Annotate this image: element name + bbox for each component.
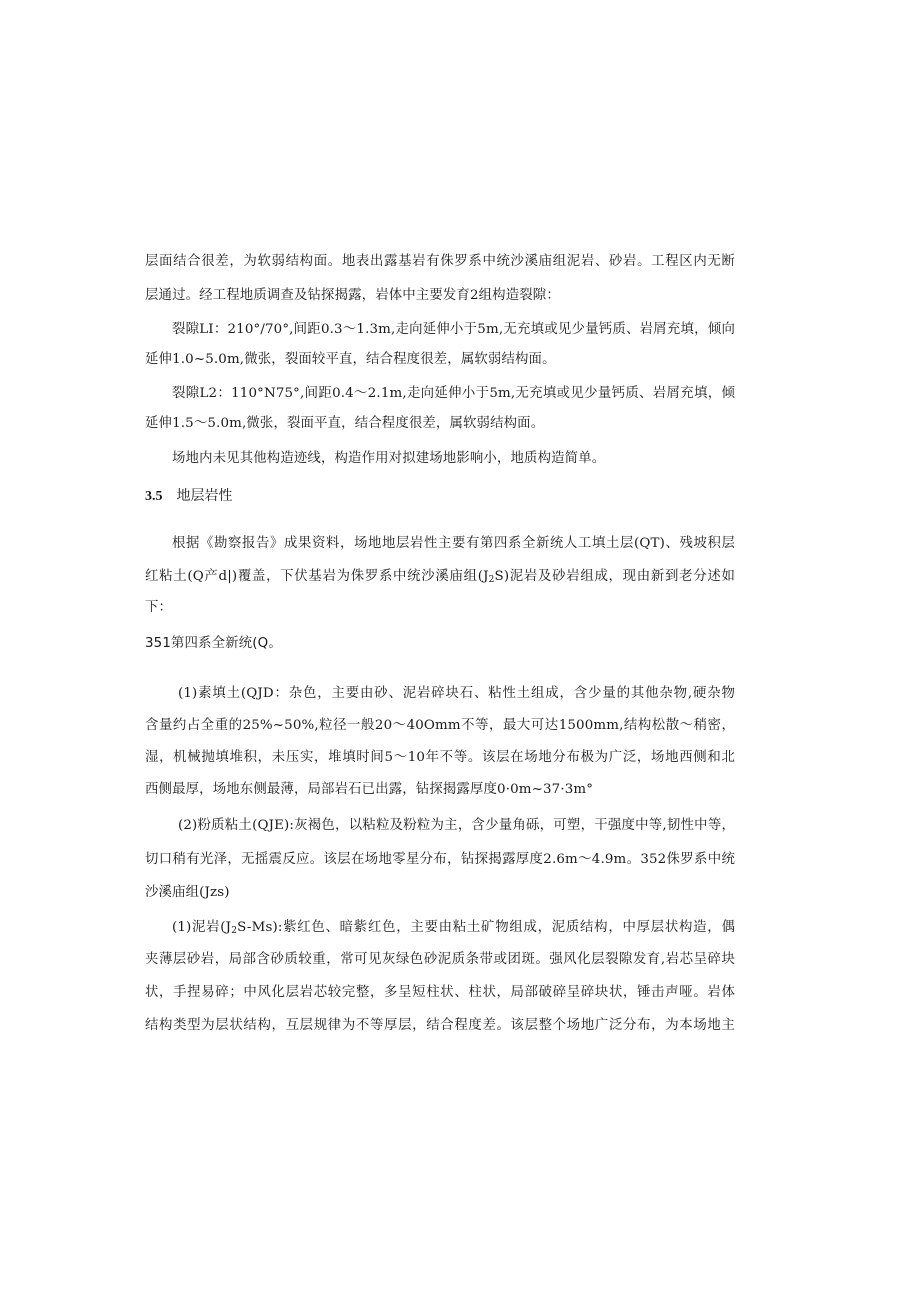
paragraph-line: 根据《勘察报告》成果资料，场地地层岩性主要有第四系全新统人工填土层(QT)、残坡积层 [172,536,735,551]
mudstone-line: 状，手捏易碎；中风化层岩芯较完整，多呈短柱状、柱状，局部破碎呈碎块状，锤击声哑。岩体 [145,985,735,1000]
subscript: 2 [231,926,238,936]
silty-clay-line: 沙溪庙组(Jzs) [145,885,230,900]
text-span: (1)泥岩(J [172,920,232,935]
paragraph-line [145,567,735,587]
mudstone-line: 夹薄层砂岩，局部含砂质较重，常可见灰绿色砂泥质条带或团斑。强风化层裂隙发育,岩芯呈碎块 [145,952,735,967]
fill-soil-line: 湿，机械抛填堆积，未压实，堆填时间5～10年不等。该层在场地分布极为广泛，场地西侧和北 [145,750,735,765]
paragraph-line: 层面结合很差，为软弱结构面。地表出露基岩有侏罗系中统沙溪庙组泥岩、砂岩。工程区内无断 [145,254,735,269]
fracture-l2-line: 裂隙L2：110°N75°,间距0.4～2.1m,走向延伸小于5m,无充填或见少量钙质、岩屑充填，倾 [172,386,735,401]
subsection-heading: 351第四系全新统(Q。 [145,636,282,651]
silty-clay-line: 切口稍有光泽，无摇震反应。该层在场地零星分布，钻探揭露厚度2.6m～4.9m。352侏罗系中统 [145,852,735,867]
fracture-l2-line: 延伸1.5～5.0m,微张，裂面平直，结合程度很差，属软弱结构面。 [145,416,545,431]
fracture-l1-line: 延伸1.0~5.0m,微张，裂面较平直，结合程度很差，属软弱结构面。 [145,352,556,367]
section-heading [145,486,233,507]
fracture-l1-line: 裂隙LI：210°/70°,间距0.3～1.3m,走向延伸小于5m,无充填或见少量钙质、岩屑充填，倾向 [172,322,735,337]
text-span: 红粘土(Q产d|)覆盖，下伏基岩为侏罗系中统沙溪庙组(J [145,569,489,584]
subscript: 2 [488,575,495,585]
mudstone-line: 结构类型为层状结构，互层规律为不等厚层，结合程度差。该层整个场地广泛分布，为本场地主 [145,1018,735,1033]
fill-soil-line: (1)素填土(QJD：杂色，主要由砂、泥岩碎块石、粘性土组成，含少量的其他杂物,硬杂物 [178,686,735,701]
paragraph-line: 层通过。经工程地质调查及钻探揭露，岩体中主要发育2组构造裂隙： [145,288,560,303]
silty-clay-line: (2)粉质粘土(QJE):灰褐色，以粘粒及粉粒为主，含少量角砾，可塑，干强度中等,韧性中等， [178,818,735,833]
section-number: 3.5 [145,489,163,504]
paragraph-line: 场地内未见其他构造迹线，构造作用对拟建场地影响小，地质构造简单。 [172,451,606,466]
text-span: S)泥岩及砂岩组成，现由新到老分述如 [494,569,735,584]
fill-soil-line: 西侧最厚，场地东侧最薄，局部岩石已出露，钻探揭露厚度0·0m~37·3m° [145,782,594,797]
mudstone-line [172,918,735,938]
text-span: S-Ms):紫红色、暗紫红色，主要由粘土矿物组成，泥质结构，中厚层状构造，偶 [237,920,735,935]
section-title: 地层岩性 [176,488,233,504]
fill-soil-line: 含量约占全重的25%~50%,粒径一般20～40Omm不等，最大可达1500mm,结构松散～稍密， [145,718,735,733]
paragraph-line: 下： [145,600,173,615]
